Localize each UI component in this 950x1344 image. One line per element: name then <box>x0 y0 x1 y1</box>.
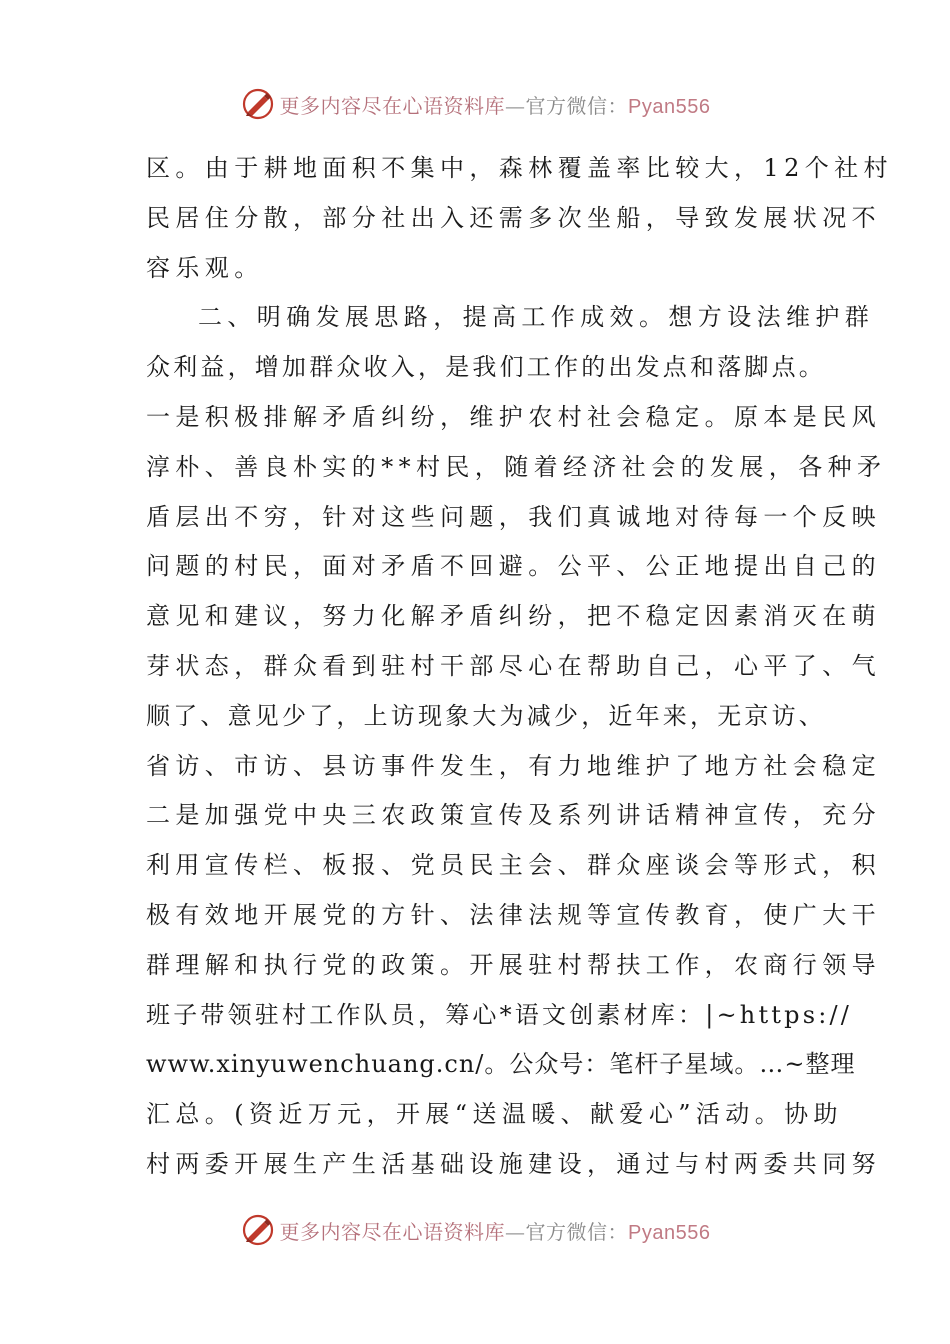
banner-wechat-label: 官方微信： <box>525 1219 629 1244</box>
footer-banner <box>0 1208 950 1252</box>
paragraph-start-line: 二、明确发展思路，提高工作成效。想方设法维护群 <box>198 303 875 332</box>
banner-main: 更多内容尽在心语资料库 <box>279 1219 506 1244</box>
text-line: 汇总。(资近万元，开展“送温暖、献爱心”活动。协助 <box>146 1100 843 1129</box>
text-line: 问题的村民，面对矛盾不回避。公平、公正地提出自己的 <box>146 552 881 581</box>
text-line: 村两委开展生产生活基础设施建设，通过与村两委共同努 <box>146 1149 881 1178</box>
banner-wechat-id: Pyan556 <box>628 95 711 118</box>
banner-main: 更多内容尽在心语资料库 <box>279 93 506 118</box>
text-line: 极有效地开展党的方针、法律法规等宣传教育，使广大干 <box>146 900 881 929</box>
text-line: 容乐观。 <box>146 253 264 282</box>
text-line: 淳朴、善良朴实的**村民，随着经济社会的发展，各种矛 <box>146 452 887 481</box>
text-line: 班子带领驻村工作队员，筹心*语文创素材库：|~https:// <box>146 1000 853 1029</box>
pen-logo-icon <box>240 86 276 122</box>
banner-wechat-label: 官方微信： <box>525 93 629 118</box>
banner-wechat-id: Pyan556 <box>628 1221 711 1244</box>
text-line: 盾层出不穷，针对这些问题，我们真诚地对待每一个反映 <box>146 502 881 531</box>
text-line: 省访、市访、县访事件发生，有力地维护了地方社会稳定 <box>146 751 881 780</box>
banner-text <box>280 1216 711 1245</box>
document-body <box>146 144 893 1190</box>
text-line: 一是积极排解矛盾纠纷，维护农村社会稳定。原本是民风 <box>146 402 881 431</box>
text-line: 芽状态，群众看到驻村干部尽心在帮助自己，心平了、气 <box>146 651 881 680</box>
banner-dash: — <box>505 1219 526 1244</box>
text-line: 民居住分散，部分社出入还需多次坐船，导致发展状况不 <box>146 203 881 232</box>
text-line: 群理解和执行党的政策。开展驻村帮扶工作，农商行领导 <box>146 950 881 979</box>
banner-dash: — <box>505 93 526 118</box>
banner-text <box>280 90 711 119</box>
text-line: 顺了、意见少了，上访现象大为减少，近年来，无京访、 <box>146 701 826 730</box>
text-line: 二是加强党中央三农政策宣传及系列讲话精神宣传，充分 <box>146 801 881 830</box>
text-line: 利用宣传栏、板报、党员民主会、群众座谈会等形式，积 <box>146 851 881 880</box>
text-line: 众利益，增加群众收入，是我们工作的出发点和落脚点。 <box>146 353 826 382</box>
text-line: www.xinyuwenchuang.cn/。公众号：笔杆子星域。…~整理 <box>146 1050 856 1079</box>
text-line: 意见和建议，努力化解矛盾纠纷，把不稳定因素消灭在萌 <box>146 602 881 631</box>
header-banner <box>0 82 950 126</box>
text-line: 区。由于耕地面积不集中，森林覆盖率比较大，12个社村 <box>146 154 893 182</box>
pen-logo-icon <box>240 1212 276 1248</box>
